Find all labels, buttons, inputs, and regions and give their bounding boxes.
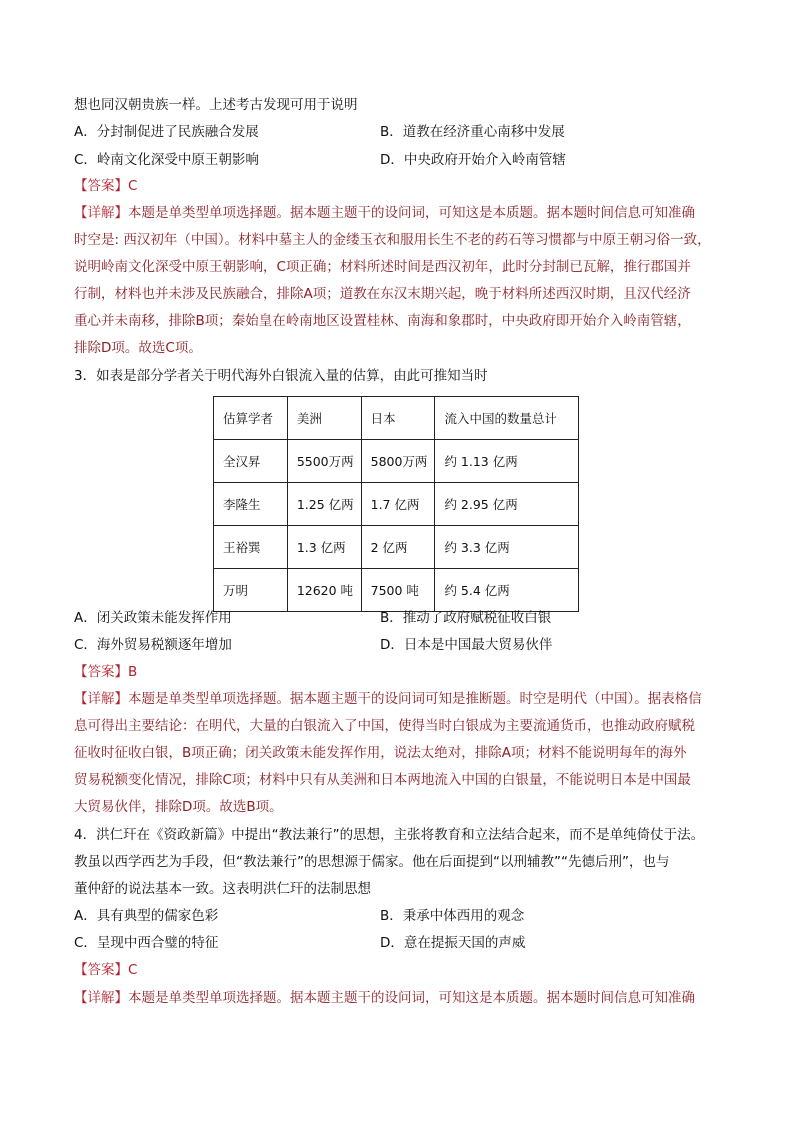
q2-explain-label: 【详解】 <box>74 205 128 221</box>
table-cell: 1.25 亿两 <box>287 483 361 526</box>
q4-stem-line-1: 教虽以西学西艺为手段，但“教法兼行”的思想源于儒家。他在后面提到“以刑辅教”“先德后刑”，也与 <box>74 854 670 870</box>
q3-explain-line-3: 贸易税额变化情况，排除C项；材料中只有从美洲和日本两地流入中国的白银量，不能说明日本是中国最 <box>74 772 691 788</box>
q2-explain-line-5: 排除D项。故选C项。 <box>74 340 202 356</box>
table-cell: 约 2.95 亿两 <box>435 483 579 526</box>
q2-option-d: D．中央政府开始介入岭南管辖 <box>380 152 566 168</box>
q4-answer <box>74 960 137 980</box>
q2-stem-tail: 想也同汉朝贵族一样。上述考古发现可用于说明 <box>74 97 358 113</box>
q2-explain-line-2: 说明岭南文化深受中原王朝影响，C项正确；材料所述时间是西汉初年，此时分封制已瓦解，推行郡国并 <box>74 259 691 275</box>
q3-explain-line-2: 征收时征收白银，B项正确；闭关政策未能发挥作用，说法太绝对，排除A项；材料不能说明每年的海外 <box>74 745 687 761</box>
table-cell: 5800万两 <box>361 440 435 483</box>
q3-answer-label: 【答案】 <box>74 664 128 680</box>
table-row <box>214 440 579 483</box>
q4-explain-label: 【详解】 <box>74 990 128 1006</box>
table-header-cell: 估算学者 <box>214 397 288 440</box>
q4-stem-line-2: 董仲舒的说法基本一致。这表明洪仁玕的法制思想 <box>74 881 371 897</box>
q2-option-b: B．道教在经济重心南移中发展 <box>380 124 565 140</box>
q2-answer-label: 【答案】 <box>74 178 128 194</box>
q4-stem-line-0: 4．洪仁玕在《资政新篇》中提出“教法兼行”的思想，主张将教育和立法结合起来，而不是单纯倚仗于法。 <box>74 827 705 843</box>
table-cell: 1.7 亿两 <box>361 483 435 526</box>
table-header-cell: 日本 <box>361 397 435 440</box>
q2-explain-line-0: 【详解】本题是单类型单项选择题。据本题主题干的设问词，可知这是本质题。据本题时间信息可知准确 <box>74 205 695 221</box>
q4-explain-line-0: 【详解】本题是单类型单项选择题。据本题主题干的设问词，可知这是本质题。据本题时间信息可知准确 <box>74 990 695 1006</box>
table-header-cell: 美洲 <box>287 397 361 440</box>
table-cell: 万明 <box>214 569 288 612</box>
table-cell: 12620 吨 <box>287 569 361 612</box>
table-row <box>214 526 579 569</box>
table-cell: 5500万两 <box>287 440 361 483</box>
silver-inflow-table <box>213 396 579 612</box>
q3-option-b: B．推动了政府赋税征收白银 <box>380 610 552 626</box>
q4-answer-label: 【答案】 <box>74 962 128 978</box>
table-cell: 7500 吨 <box>361 569 435 612</box>
q4-option-c: C．呈现中西合璧的特征 <box>74 935 219 951</box>
q3-explain-line-4: 大贸易伙伴，排除D项。故选B项。 <box>74 799 283 815</box>
q2-explain-line-4: 重心并未南移，排除B项；秦始皇在岭南地区设置桂林、南海和象郡时，中央政府即开始介入岭南管辖， <box>74 313 691 329</box>
table-cell: 王裕巽 <box>214 526 288 569</box>
q2-answer-value: C <box>128 178 138 194</box>
table-cell: 约 1.13 亿两 <box>435 440 579 483</box>
q3-answer <box>74 662 137 682</box>
table-cell: 李隆生 <box>214 483 288 526</box>
q2-explain-line-1: 时空是: 西汉初年（中国）。材料中墓主人的金缕玉衣和服用长生不老的药石等习惯都与中原王朝习俗一致， <box>74 232 711 248</box>
q3-answer-value: B <box>128 664 138 680</box>
table-cell: 约 3.3 亿两 <box>435 526 579 569</box>
table-header-cell: 流入中国的数量总计 <box>435 397 579 440</box>
q2-explain-line-3: 行制，材料也并未涉及民族融合，排除A项；道教在东汉末期兴起，晚于材料所述西汉时期，且汉代经济 <box>74 286 691 302</box>
q3-option-c: C．海外贸易税额逐年增加 <box>74 637 232 653</box>
table-row <box>214 483 579 526</box>
table-cell: 2 亿两 <box>361 526 435 569</box>
q2-answer <box>74 176 137 196</box>
table-cell: 约 5.4 亿两 <box>435 569 579 612</box>
q4-option-d: D．意在提振天国的声威 <box>380 935 526 951</box>
table-header-row <box>214 397 579 440</box>
table-cell: 全汉昇 <box>214 440 288 483</box>
q3-option-d: D．日本是中国最大贸易伙伴 <box>380 637 553 653</box>
q3-stem: 3．如表是部分学者关于明代海外白银流入量的估算，由此可推知当时 <box>74 368 488 384</box>
q2-option-a: A．分封制促进了民族融合发展 <box>74 124 259 140</box>
q3-explain-line-1: 息可得出主要结论：在明代，大量的白银流入了中国，使得当时白银成为主要流通货币，也推动政府赋税 <box>74 718 695 734</box>
q3-option-a: A．闭关政策未能发挥作用 <box>74 610 232 626</box>
q4-option-a: A．具有典型的儒家色彩 <box>74 908 219 924</box>
table-cell: 1.3 亿两 <box>287 526 361 569</box>
q3-explain-label: 【详解】 <box>74 691 128 707</box>
q2-option-c: C．岭南文化深受中原王朝影响 <box>74 152 259 168</box>
q3-explain-line-0: 【详解】本题是单类型单项选择题。据本题主题干的设问词可知是推断题。时空是明代（中国）。据表格信 <box>74 691 702 707</box>
q4-answer-value: C <box>128 962 138 978</box>
q4-option-b: B．秉承中体西用的观念 <box>380 908 525 924</box>
table-row <box>214 569 579 612</box>
